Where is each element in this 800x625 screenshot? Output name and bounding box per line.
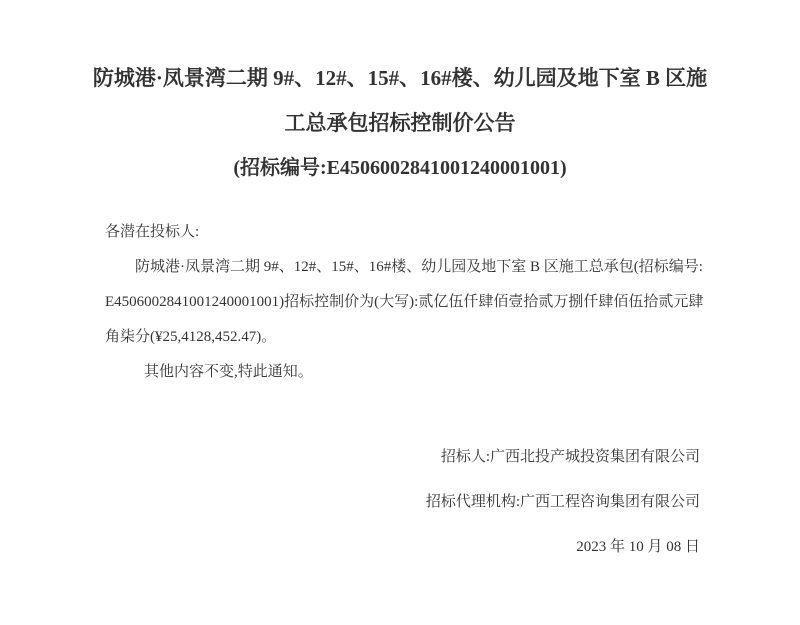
body-paragraph-line-2: E4506002841001240001001)招标控制价为(大写):贰亿伍仟肆佰壹拾贰万捌仟肆佰伍拾贰元肆	[105, 294, 704, 310]
tender-number-line: (招标编号:E4506002841001240001001)	[233, 157, 567, 179]
body-paragraph-line-1: 防城港·凤景湾二期 9#、12#、15#、16#楼、幼儿园及地下室 B 区施工总承包(招标编号:	[135, 259, 703, 275]
tenderer-label: 招标人:	[440, 449, 490, 465]
salutation: 各潜在投标人:	[105, 224, 200, 240]
agency-label: 招标代理机构:	[425, 494, 520, 510]
title-line-1: 防城港·凤景湾二期 9#、12#、15#、16#楼、幼儿园及地下室 B 区施	[92, 66, 708, 90]
body-paragraph-line-3: 角柒分(¥25,4128,452.47)。	[105, 329, 277, 345]
agency-line	[105, 485, 700, 520]
date-line: 2023 年 10 月 08 日	[576, 539, 700, 555]
document-title	[40, 56, 760, 191]
agency-name: 广西工程咨询集团有限公司	[519, 494, 700, 510]
signature-block	[105, 440, 700, 565]
tenderer-name: 广西北投产城投资集团有限公司	[489, 449, 700, 465]
tenderer-line	[105, 440, 700, 475]
closing-note: 其他内容不变,特此通知。	[144, 364, 313, 380]
document-body	[105, 215, 704, 390]
title-line-2: 工总承包招标控制价公告	[284, 111, 516, 135]
